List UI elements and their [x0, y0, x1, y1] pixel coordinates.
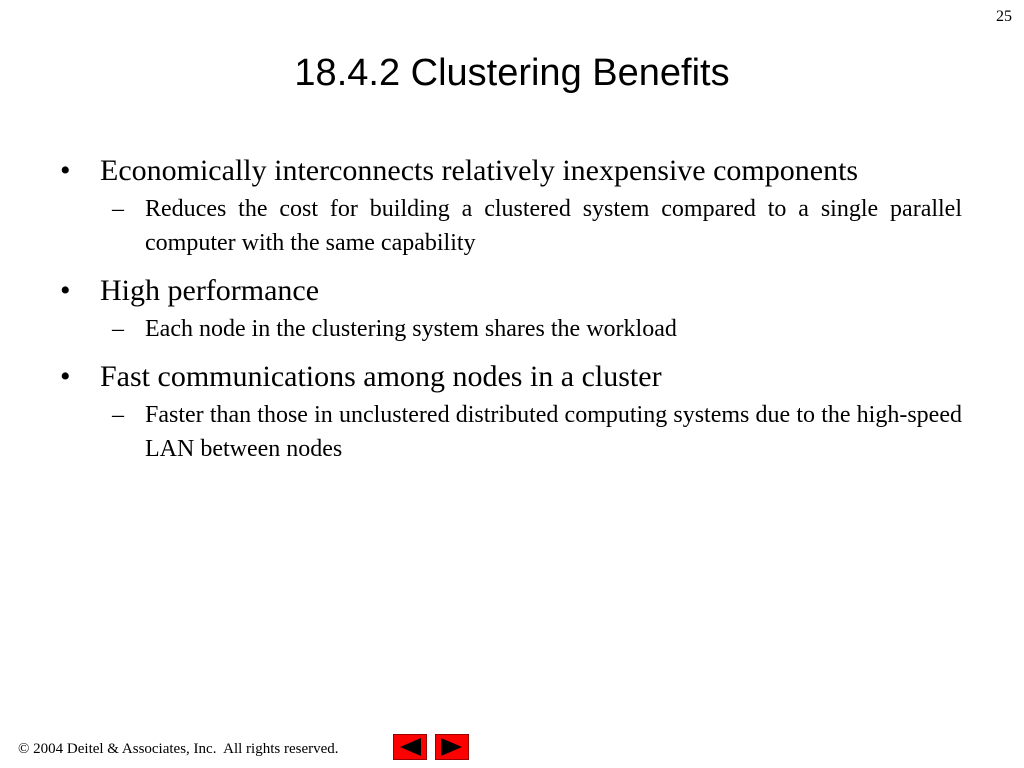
bullet-item	[60, 152, 962, 190]
sub-bullet-text: Each node in the clustering system shares the workload	[145, 316, 677, 342]
bullet-marker: •	[60, 274, 71, 307]
bullet-text: Economically interconnects relatively inexpensive components	[100, 154, 859, 187]
sub-bullet-marker: –	[112, 402, 124, 428]
bullet-item	[60, 358, 962, 396]
copyright-text: 2004 Deitel & Associates, Inc. All rights reserved.	[29, 741, 339, 757]
bullet-marker: •	[60, 360, 71, 393]
bullet-text: Fast communications among nodes in a cluster	[100, 360, 662, 393]
sub-bullet-marker: –	[112, 316, 124, 342]
left-arrow-icon	[394, 735, 426, 759]
next-slide-button[interactable]	[435, 734, 469, 760]
right-arrow-icon	[436, 735, 468, 759]
previous-slide-button[interactable]	[393, 734, 427, 760]
sub-bullet-item	[112, 398, 962, 466]
page-number: 25	[996, 8, 1012, 25]
sub-bullet-item	[112, 312, 962, 346]
bullet-item	[60, 272, 962, 310]
sub-bullet-marker: –	[112, 196, 124, 222]
copyright-footer	[18, 741, 339, 758]
sub-bullet-item	[112, 192, 962, 260]
bullet-text: High performance	[100, 274, 320, 307]
bullet-list	[60, 152, 962, 466]
sub-bullet-text: Faster than those in unclustered distributed computing systems due to the high-speed LAN between nodes	[145, 402, 962, 462]
copyright-symbol: ©	[18, 741, 30, 757]
sub-bullet-text: Reduces the cost for building a clustered system compared to a single parallel computer with the same capability	[145, 196, 962, 256]
bullet-marker: •	[60, 154, 71, 187]
slide-title: 18.4.2 Clustering Benefits	[294, 52, 730, 94]
